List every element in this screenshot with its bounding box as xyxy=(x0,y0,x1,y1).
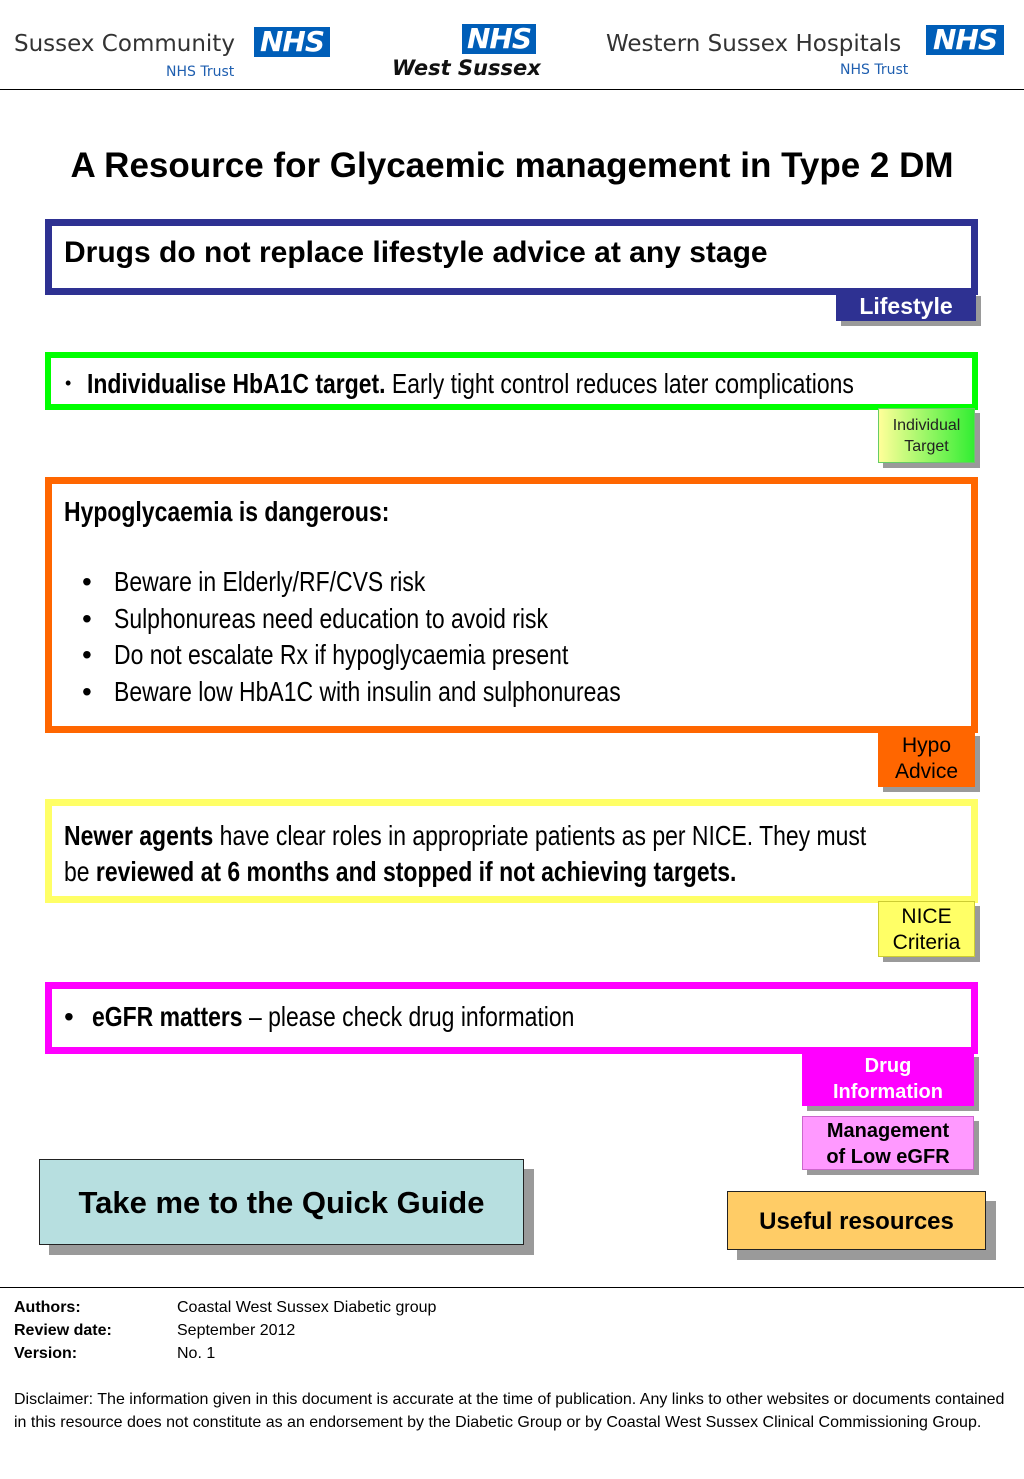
disclaimer: Disclaimer: The information given in this document is accurate at the time of publication. Any links to other websites or documents contained in this resource does not constitute as an endorsement by the Diabetic Group or by Coastal West Sussex Clinical Commissioning Group. xyxy=(14,1391,1005,1431)
lifestyle-statement: Drugs do not replace lifestyle advice at any stage xyxy=(64,236,768,269)
review-bold: reviewed at 6 months and stopped if not achieving targets. xyxy=(95,856,737,887)
bullet-icon: • xyxy=(82,675,92,707)
egfr-text: – please check drug information xyxy=(248,1001,575,1032)
target-box xyxy=(45,352,978,410)
header-logos xyxy=(0,0,1024,90)
review-date-label: Review date: xyxy=(14,1322,112,1339)
hypo-advice-link[interactable] xyxy=(878,731,975,787)
target-text: Early tight control reduces later complications xyxy=(392,368,854,399)
nice-criteria-link[interactable] xyxy=(878,901,975,957)
lifestyle-link[interactable]: Lifestyle xyxy=(836,291,976,321)
review-date-value: September 2012 xyxy=(177,1322,296,1339)
nice-box xyxy=(45,799,978,903)
tag-line: of Low eGFR xyxy=(826,1146,950,1168)
target-bold-text: Individualise HbA1C target. xyxy=(87,368,386,399)
tag-line: Information xyxy=(833,1081,943,1103)
tag-line: Individual xyxy=(892,417,961,434)
footer-divider xyxy=(0,1287,1024,1288)
lifestyle-box xyxy=(45,219,978,295)
bullet-icon: • xyxy=(64,1001,74,1032)
sussex-community-subtitle: NHS Trust xyxy=(166,64,235,80)
bullet-icon: • xyxy=(65,373,72,393)
drug-information-link[interactable] xyxy=(802,1052,974,1106)
version-label: Version: xyxy=(14,1345,78,1362)
tag-line: NICE xyxy=(901,905,952,928)
bullet-icon: • xyxy=(82,566,92,597)
bullet-icon: • xyxy=(82,602,92,634)
individual-target-link[interactable] xyxy=(878,408,975,463)
nhs-logo-left: NHS xyxy=(254,27,330,57)
newer-agents-bold: Newer agents xyxy=(64,820,214,851)
nice-text: be xyxy=(64,856,90,887)
nice-text: have clear roles in appropriate patients as per NICE. They must xyxy=(219,820,867,851)
tag-line: Advice xyxy=(894,760,959,783)
bullet-icon: • xyxy=(82,639,92,670)
egfr-bold: eGFR matters xyxy=(92,1001,243,1032)
west-sussex-logo-text: West Sussex xyxy=(392,56,541,80)
version-value: No. 1 xyxy=(177,1345,216,1362)
tag-line: Criteria xyxy=(892,931,961,954)
list-item: • Do not escalate Rx if hypoglycaemia present xyxy=(82,637,732,674)
hypo-list xyxy=(82,564,732,710)
page-title: A Resource for Glycaemic management in Type 2 DM xyxy=(70,146,954,185)
tag-line: Target xyxy=(904,438,949,455)
sussex-community-logo-text: Sussex Community xyxy=(14,31,235,57)
list-item: • Sulphonureas need education to avoid risk xyxy=(82,601,732,638)
authors-label: Authors: xyxy=(14,1299,81,1316)
western-sussex-subtitle: NHS Trust xyxy=(840,62,909,78)
list-item: • Beware low HbA1C with insulin and sulphonureas xyxy=(82,674,732,711)
tag-line: Management xyxy=(826,1120,950,1142)
hypo-heading: Hypoglycaemia is dangerous: xyxy=(64,496,390,527)
management-low-egfr-link[interactable] xyxy=(802,1116,974,1170)
document-meta xyxy=(14,1296,714,1366)
nhs-logo-center: NHS xyxy=(462,24,536,54)
western-sussex-hospitals-logo-text: Western Sussex Hospitals xyxy=(606,31,902,57)
list-item: • Beware in Elderly/RF/CVS risk xyxy=(82,564,732,601)
useful-resources-button[interactable]: Useful resources xyxy=(727,1191,986,1250)
tag-line: Hypo xyxy=(901,734,952,757)
egfr-box xyxy=(45,982,978,1054)
quick-guide-button[interactable]: Take me to the Quick Guide xyxy=(39,1159,524,1245)
nhs-logo-right: NHS xyxy=(926,25,1004,55)
tag-line: Drug xyxy=(864,1055,912,1077)
authors-value: Coastal West Sussex Diabetic group xyxy=(177,1299,437,1316)
